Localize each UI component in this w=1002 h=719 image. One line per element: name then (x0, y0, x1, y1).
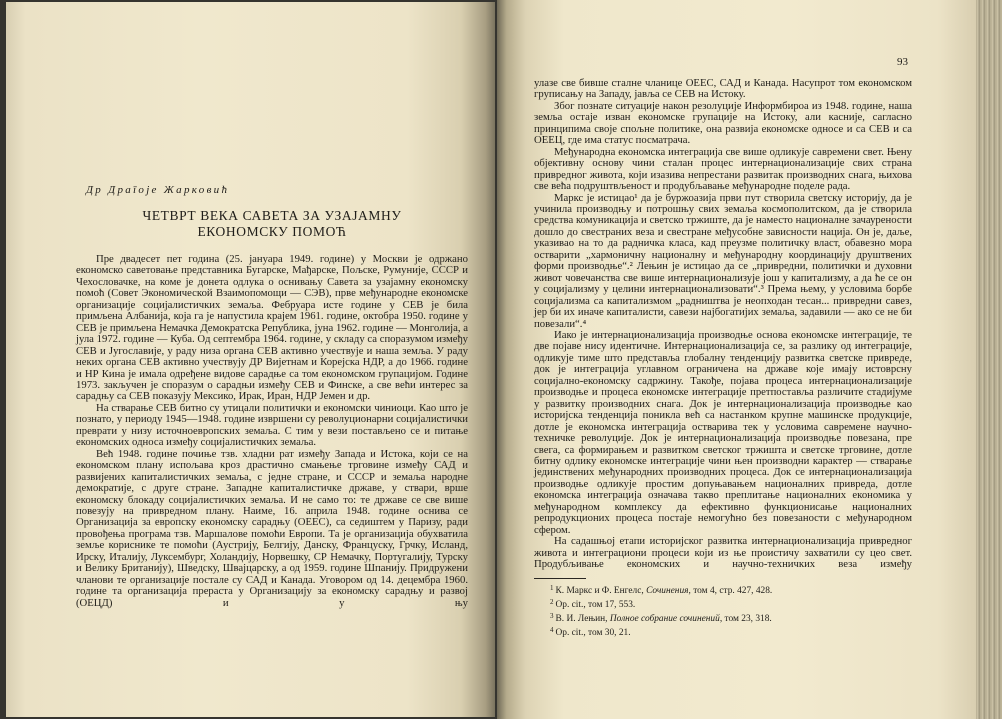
left-page (6, 2, 495, 717)
paragraph: На стварање СЕВ битно су утицали политички и економски чиниоци. Као што је познато, у периоду 1945—1948. године извршени су револуционарни социјалистички преврати у низу источноевропских земаља. С тим у вези постављено се и питање економских односа између социјалистичких земаља. (76, 401, 468, 449)
paragraph: Међународна економска интеграција све више одликује савремени свет. Њену објективну основу чини сталан процес интернационализације свих страна привредног живота, који изазива непрестани развитак производних снага, њихова све већа подруштвљеност и продубљавање међународне поделе рада. (534, 145, 912, 193)
footnote-number: 2 (550, 598, 554, 607)
footnote-text: В. И. Лењин, (555, 614, 610, 625)
page-number: 93 (897, 56, 908, 68)
footnote-work-title: Полное собрание сочинений (609, 614, 720, 625)
page-stack-edge (976, 0, 1002, 719)
footnote-divider (534, 578, 586, 579)
paragraph: Маркс је истицао¹ да је буржоазија први пут створила светску историју, да је учинила производњу и потрошњу свих земаља космополитском, да је створила средства комуникација и светско тржиште, да је наместо националне зачаурености дошло до свестраних веза и свестране међусобне зависности нација. Он је, даље, указивао на то да радничка класа, кад преузме политичку власт, обавезно мора остварити „хармоничну националну и међународну координацију друштвених форми производње“.² Лењин је истицао да се „привредни, политички и духовни живот човечанства све више интернационализује још у капитализму, а да ће се он у социјализму у целини интернационализовати“.³ Према њему, у условима борбе социјализма са капитализмом „радништва је неопходан тесан... привредни савез, јер би их иначе капиталисти, савези најбогатијих земаља, задавили — ако се не би повезали“.⁴ (534, 191, 912, 330)
article-title-line-2: ЕКОНОМСКУ ПОМОЋ (197, 224, 347, 239)
left-body-text (76, 254, 468, 609)
footnote-number: 4 (550, 626, 554, 635)
right-body-text (534, 78, 912, 639)
footnote-text: Op. cit., том 17, 553. (555, 600, 636, 611)
right-page (497, 0, 976, 719)
footnote-text: , том 4, стр. 427, 428. (688, 586, 773, 597)
footnote-work-title: Сочинения (646, 586, 689, 597)
paragraph: Иако је интернационализација производње основа економске интеграције, те две појаве нису идентичне. Интернационализација се, за разлику од интеграције, одликује тиме што представља глобалну тенденцију развитка светске привреде, док је интеграција углавном ограничена на државе које имају истоврсну социјално-економску садржину. Такође, појава процеса интернационализације производње и процеса економске интеграције претпоставља различите стадијуме у развитку производних снага. Док је интернационализација производње као историјска тенденција поникла већ са настанком крупне машинске продукције, дотле је економска интеграција остварива тек у условима савремене научно-техничке револуције. Док је интернационализација производње повезана, пре свега, са формирањем и развитком светског тржишта и светске трговине, дотле битну одлику економске интеграције чини њен производни карактер — стварање јединствених међународних производних процеса. Док се интернационализација производње одликује простим допуњавањем националних привреда, дотле економска интеграција означава такво преплитање националних економика у међународном комплексу да ефективно функционисање националних репродукционих процеса постаје немогућно без повезаности с међународном сфером. (534, 328, 912, 536)
footnote-number: 1 (550, 584, 554, 593)
paragraph: Због познате ситуације након резолуције Информбироа из 1948. године, наша земља остаје изван економске групације на Истоку, али касније, сагласно принципима своје спољне политике, она развија економске односе и са СЕВ и са ОЕЕЦ, где има статус посматрача. (534, 99, 912, 147)
footnote-text: Op. cit., том 30, 21. (555, 628, 631, 639)
footnote-text: К. Маркс и Ф. Енгелс, (555, 586, 647, 597)
author-name: Др Драгоје Жарковић (86, 184, 230, 196)
footnote-number: 3 (550, 612, 554, 621)
paragraph: Већ 1948. године почиње тзв. хладни рат између Запада и Истока, који се на економском плану испољава кроз драстично смањење трговине између САД и развијених капиталистичких земаља, с једне стране, и СССР и земаља народне демократије, с друге стране. Западне капиталистичке државе, у ствари, врше економску блокаду социјалистичких земаља. И не само то: те државе се све више повезују на привредном плану. Наиме, 16. априла 1948. године оснива се Организација за европску економску сарадњу (ОЕЕС), са седиштем у Паризу, ради провођења програма тзв. Маршалове помоћи Европи. Та је организација обухватила земље кориснике те помоћи (Аустрију, Белгију, Данску, Француску, Грчку, Исланд, Ирску, Италију, Луксембург, Холандију, Норвешку, СР Немачку, Португалију, Турску и Велику Британију), Шведску, Швајцарску, а од 1959. године Шпанију. Придружени чланови те организације постале су САД и Канада. Уговором од 14. децембра 1960. године та организација прераста у Организацију за економску сарадњу и развој (ОЕЦД) и у њу (76, 447, 468, 609)
footnote-text: , том 23, 318. (719, 614, 772, 625)
footnote (534, 625, 912, 639)
article-title (76, 208, 468, 240)
paragraph: Пре двадесет пет година (25. јануара 1949. године) у Москви је одржано економско саветовање представника Бугарске, Мађарске, Пољске, Румуније, СССР и Чехословачке, на коме је донета одлука о оснивању Савета за узајамну економску помоћ (Совет Экономической Взаимопомощи — СЭВ), прве међународне економске организације социјалистичких земаља. Фебруара исте године у СЕВ је била примљена Албанија, која га је напустила крајем 1961. године, октобра 1950. године у СЕВ је примљена Немачка Демократска Република, јуна 1962. године — Монголија, а јула 1972. године — Куба. Од септембра 1964. године, у складу са споразумом између СЕВ и Југославије, у раду низа органа СЕВ активно учествује и наша земља. У раду неких органа СЕВ активно учествују ДР Вијетнам и Корејска НДР, а до 1966. године и НР Кина је имала одређене видове сарадње са том економском групацијом. Године 1973. закључен је споразум о сарадњи између СЕВ и Финске, а све већи интерес за сарадњу са СЕВ показују Мексико, Ирак, Иран, НДР Јемен и др. (76, 253, 468, 403)
footnote (534, 583, 912, 597)
footnote (534, 597, 912, 611)
article-title-line-1: ЧЕТВРТ ВЕКА САВЕТА ЗА УЗАЈАМНУ (142, 208, 402, 223)
footnote (534, 611, 912, 625)
paragraph: улазе све бивше сталне чланице ОЕЕС, САД и Канада. Насупрот том економском груписању на Западу, јавља се СЕВ на Истоку. (534, 77, 912, 101)
paragraph: На садашњој етапи историјског развитка интернационализација привредног живота и интеграциони процеси који из ње проистичу захватили су цео свет. Продубљивање економских и научно-техничких веза између (534, 535, 912, 571)
